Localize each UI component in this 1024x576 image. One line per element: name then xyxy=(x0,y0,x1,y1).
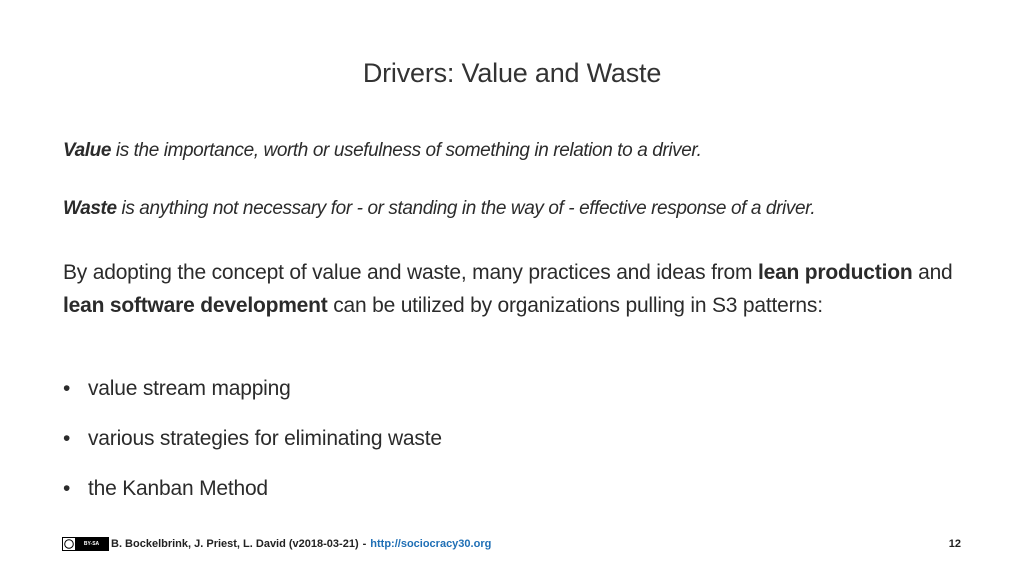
paragraph-text-2: and xyxy=(912,261,953,284)
definition-text-waste: is anything not necessary for - or standing in the way of - effective response of a driver. xyxy=(116,198,816,219)
license-label: BY-SA xyxy=(75,538,108,550)
definition-text-value: is the importance, worth or usefulness of something in relation to a driver. xyxy=(111,140,702,161)
definition-waste xyxy=(63,198,815,220)
body-paragraph xyxy=(63,256,973,322)
paragraph-text-3: can be utilized by organizations pulling in S3 patterns: xyxy=(327,294,823,317)
paragraph-bold-lean-production: lean production xyxy=(757,261,913,284)
definition-term-waste: Waste xyxy=(63,198,117,219)
bullet-icon: • xyxy=(63,377,71,400)
bullet-icon: • xyxy=(63,477,71,500)
bullet-icon: • xyxy=(63,427,71,450)
list-item xyxy=(63,424,442,474)
cc-license-badge[interactable] xyxy=(62,537,109,551)
footer xyxy=(62,536,491,552)
list-item xyxy=(63,474,442,524)
list-item-label: value stream mapping xyxy=(88,377,291,400)
footer-link[interactable]: http://sociocracy30.org xyxy=(370,538,492,550)
paragraph-bold-lean-software: lean software development xyxy=(63,294,328,317)
footer-separator: - xyxy=(362,538,367,550)
bullet-list xyxy=(63,374,442,524)
definition-value xyxy=(63,140,702,162)
list-item xyxy=(63,374,442,424)
cc-icon xyxy=(63,538,75,550)
list-item-label: various strategies for eliminating waste xyxy=(88,427,442,450)
footer-credits: B. Bockelbrink, J. Priest, L. David (v2018-03-21) xyxy=(111,538,359,550)
slide-title: Drivers: Value and Waste xyxy=(362,58,662,88)
paragraph-text-1: By adopting the concept of value and waste, many practices and ideas from xyxy=(63,261,758,284)
page-number: 12 xyxy=(948,538,961,550)
list-item-label: the Kanban Method xyxy=(88,477,268,500)
definition-term-value: Value xyxy=(63,140,111,161)
